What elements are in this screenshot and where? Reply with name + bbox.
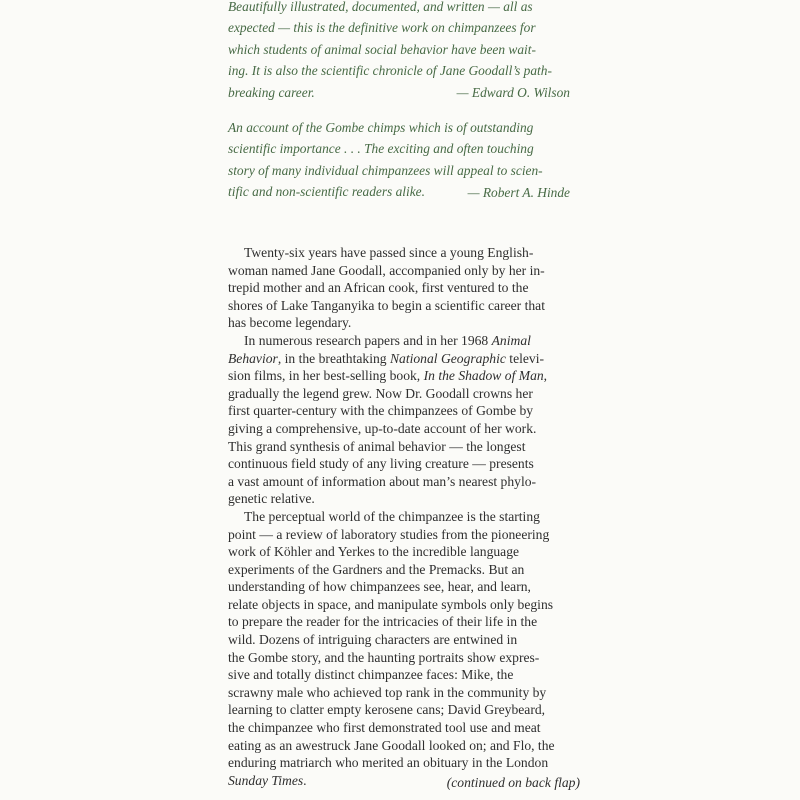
body-line	[228, 262, 578, 280]
body-text-run: woman named Jane Goodall, accompanied only by her in-	[228, 262, 545, 278]
body-line	[228, 737, 578, 755]
quote-line: story of many individual chimpanzees will appeal to scien-	[228, 162, 543, 178]
body-line	[228, 701, 578, 719]
blurb-quote-wilson	[228, 0, 572, 103]
body-line	[228, 666, 578, 684]
body-text-run: eating as an awestruck Jane Goodall looked on; and Flo, the	[228, 737, 555, 753]
body-line	[228, 613, 578, 631]
body-line	[228, 631, 578, 649]
quote-attribution: — Robert A. Hinde	[467, 184, 570, 200]
body-text-run: point — a review of laboratory studies from the pioneering	[228, 526, 550, 542]
body-line	[228, 420, 578, 438]
body-line	[228, 385, 578, 403]
quote-line: ing. It is also the scientific chronicle of Jane Goodall’s path-	[228, 63, 552, 79]
body-line	[228, 596, 578, 614]
body-line	[228, 508, 578, 526]
body-text-run: In numerous research papers and in her 1968	[244, 332, 492, 348]
body-line	[228, 473, 578, 491]
body-line	[228, 438, 578, 456]
quote-line: breaking career.	[228, 84, 315, 100]
body-text-run: the Gombe story, and the haunting portraits show expres-	[228, 649, 540, 665]
quote-line: tific and non-scientific readers alike.	[228, 184, 425, 200]
body-text-run: relate objects in space, and manipulate symbols only begins	[228, 596, 554, 612]
body-line	[228, 350, 578, 368]
body-line	[228, 332, 578, 350]
flap-description	[228, 244, 578, 789]
body-text-run: .	[303, 772, 307, 788]
body-text-run: to prepare the reader for the intricacies of their life in the	[228, 614, 538, 630]
body-text-run: Twenty-six years have passed since a young English-	[244, 245, 534, 260]
body-text-run: experiments of the Gardners and the Premacks. But an	[228, 561, 525, 577]
body-text-run: ,	[543, 368, 548, 384]
italic-title: Sunday Times	[228, 772, 304, 788]
body-line	[228, 297, 578, 315]
body-text-run: genetic relative.	[228, 491, 315, 507]
body-text-run: a vast amount of information about man’s nearest phylo-	[228, 473, 537, 489]
body-text-run: enduring matriarch who merited an obituary in the London	[228, 755, 549, 771]
body-line	[228, 244, 578, 262]
body-text-run: trepid mother and an African cook, first ventured to the	[228, 280, 529, 296]
body-line	[228, 578, 578, 596]
body-text-run: work of Köhler and Yerkes to the incredible language	[228, 544, 520, 560]
body-text-run: understanding of how chimpanzees see, hear, and learn,	[228, 579, 531, 595]
body-line	[228, 455, 578, 473]
body-text-run: shores of Lake Tanganyika to begin a scientific career that	[228, 297, 545, 313]
body-text-run: This grand synthesis of animal behavior — the longest	[228, 438, 526, 454]
body-line	[228, 543, 578, 561]
italic-title: Animal	[491, 332, 531, 348]
blurb-quote-hinde	[228, 117, 572, 203]
body-text-run: has become legendary.	[228, 315, 352, 331]
body-text-run: learning to clatter empty kerosene cans; David Greybeard,	[228, 702, 546, 718]
body-text-run: scrawny male who achieved top rank in the community by	[228, 684, 547, 700]
body-line	[228, 279, 578, 297]
body-line	[228, 684, 578, 702]
body-text-run: wild. Dozens of intriguing characters are entwined in	[228, 632, 518, 648]
body-line	[228, 367, 578, 385]
body-line	[228, 490, 578, 508]
body-line	[228, 314, 578, 332]
body-line	[228, 526, 578, 544]
quote-line: expected — this is the definitive work on chimpanzees for	[228, 20, 536, 36]
body-text-run: first quarter-century with the chimpanzees of Gombe by	[228, 403, 534, 419]
body-text-run: sive and totally distinct chimpanzee faces: Mike, the	[228, 667, 514, 683]
quote-line: An account of the Gombe chimps which is of outstanding	[228, 120, 534, 135]
quote-attribution: — Edward O. Wilson	[456, 85, 570, 101]
body-text-run: the chimpanzee who first demonstrated tool use and meat	[228, 720, 541, 736]
body-text-run: gradually the legend grew. Now Dr. Goodall crowns her	[228, 385, 533, 401]
body-text-run: continuous field study of any living creature — presents	[228, 456, 534, 472]
body-line	[228, 754, 578, 772]
italic-title: In the Shadow of Man	[423, 368, 544, 384]
quote-line: which students of animal social behavior have been wait-	[228, 41, 536, 57]
quote-line: Beautifully illustrated, documented, and written — all as	[228, 0, 533, 14]
body-line	[228, 719, 578, 737]
continued-note: (continued on back flap)	[446, 775, 580, 790]
body-line	[228, 561, 578, 579]
italic-title: Behavior	[228, 350, 278, 366]
body-text-run: sion films, in her best-selling book,	[228, 368, 424, 384]
quote-line: scientific importance . . . The exciting and often touching	[228, 141, 534, 157]
body-text-run: , in the breathtaking	[277, 350, 390, 366]
body-line	[228, 402, 578, 420]
italic-title: National Geographic	[389, 350, 506, 366]
body-line	[228, 649, 578, 667]
body-text-run: giving a comprehensive, up-to-date account of her work.	[228, 420, 537, 436]
body-text-run: televi-	[505, 350, 545, 366]
body-text-run: The perceptual world of the chimpanzee is the starting	[244, 508, 540, 524]
